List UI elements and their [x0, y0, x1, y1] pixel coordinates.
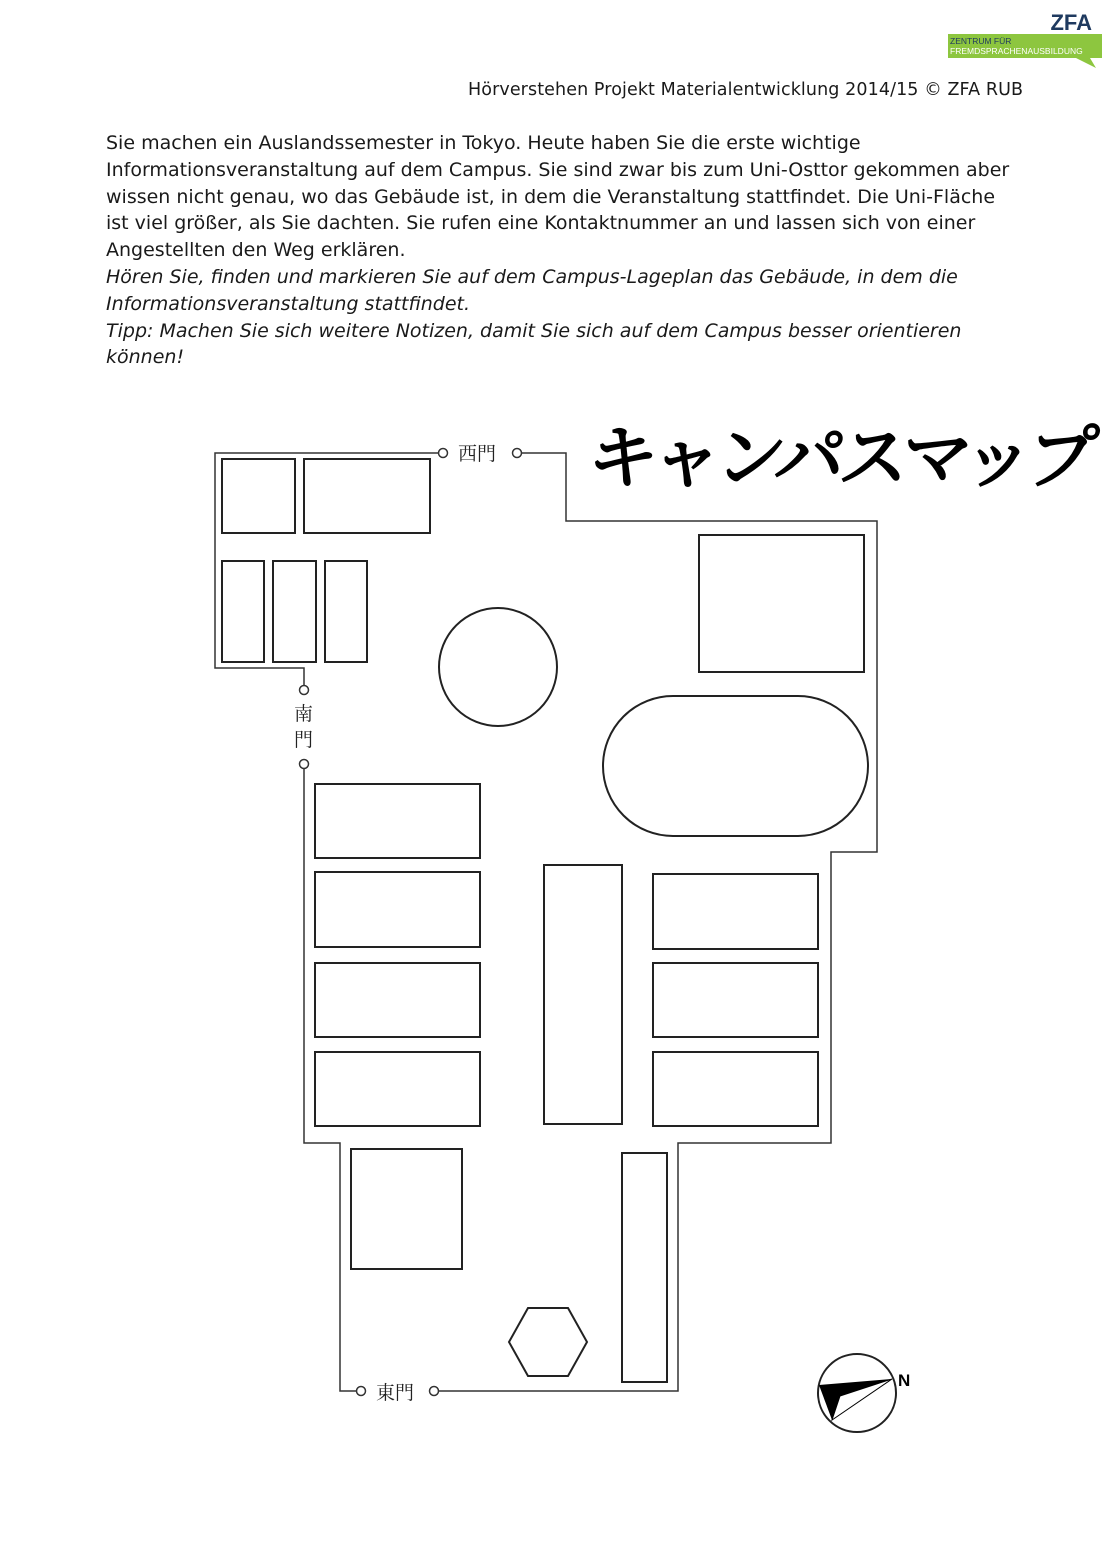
gate-marker	[513, 449, 522, 458]
south-gate[interactable]	[294, 686, 313, 769]
building[interactable]	[304, 459, 430, 533]
building[interactable]	[351, 1149, 462, 1269]
intro-tip: Tipp: Machen Sie sich weitere Notizen, damit Sie sich auf dem Campus besser orientieren können!	[106, 319, 962, 369]
gate-marker	[439, 449, 448, 458]
intro-task: Hören Sie, finden und markieren Sie auf dem Campus-Lageplan das Gebäude, in dem die Informationsveranstaltung stattfindet.	[106, 265, 958, 315]
building[interactable]	[699, 535, 864, 672]
south-gate-label-2: 門	[294, 729, 314, 751]
tall-building[interactable]	[544, 865, 622, 1124]
gate-marker	[300, 760, 309, 769]
west-gate[interactable]	[439, 443, 522, 465]
building[interactable]	[315, 784, 480, 858]
compass	[818, 1354, 910, 1432]
east-gate[interactable]	[357, 1382, 439, 1404]
east-gate-label: 東門	[376, 1382, 415, 1404]
building[interactable]	[315, 872, 480, 947]
south-gate-label-1: 南	[294, 703, 314, 725]
building[interactable]	[222, 561, 264, 662]
logo-line1: ZENTRUM FÜR	[950, 36, 1012, 46]
intro-situation: Sie machen ein Auslandssemester in Tokyo. Heute haben Sie die erste wichtige Informationsveranstaltung auf dem Campus. Sie sind zwar bis zum Uni-Osttor gekommen aber wissen nicht genau, wo das Gebäude ist, in dem die Veranstaltung stattfindet. Die Uni-Fläche ist viel größer, als Sie dachten. Sie rufen eine Kontaktnummer an und lassen sich von einer Angestellten den Weg erklären.	[106, 132, 1010, 262]
map-title: キャンパスマップ	[583, 417, 1096, 499]
oval-building[interactable]	[603, 696, 868, 836]
building[interactable]	[222, 459, 295, 533]
logo-abbr: ZFA	[1050, 12, 1092, 35]
building[interactable]	[315, 1052, 480, 1126]
round-building[interactable]	[439, 608, 557, 726]
building[interactable]	[653, 874, 818, 949]
building[interactable]	[315, 963, 480, 1037]
header-credit: Hörverstehen Projekt Materialentwicklung 2014/15 © ZFA RUB	[468, 80, 1024, 100]
gate-marker	[430, 1387, 439, 1396]
narrow-building[interactable]	[622, 1153, 667, 1382]
building[interactable]	[325, 561, 367, 662]
gate-marker	[300, 686, 309, 695]
logo-line2: FREMDSPRACHENAUSBILDUNG	[950, 46, 1083, 56]
compass-north-label: N	[898, 1371, 911, 1390]
gate-marker	[357, 1387, 366, 1396]
building[interactable]	[653, 963, 818, 1037]
hexagon-building[interactable]	[509, 1308, 587, 1376]
west-gate-label: 西門	[458, 443, 497, 465]
building[interactable]	[273, 561, 316, 662]
building[interactable]	[653, 1052, 818, 1126]
